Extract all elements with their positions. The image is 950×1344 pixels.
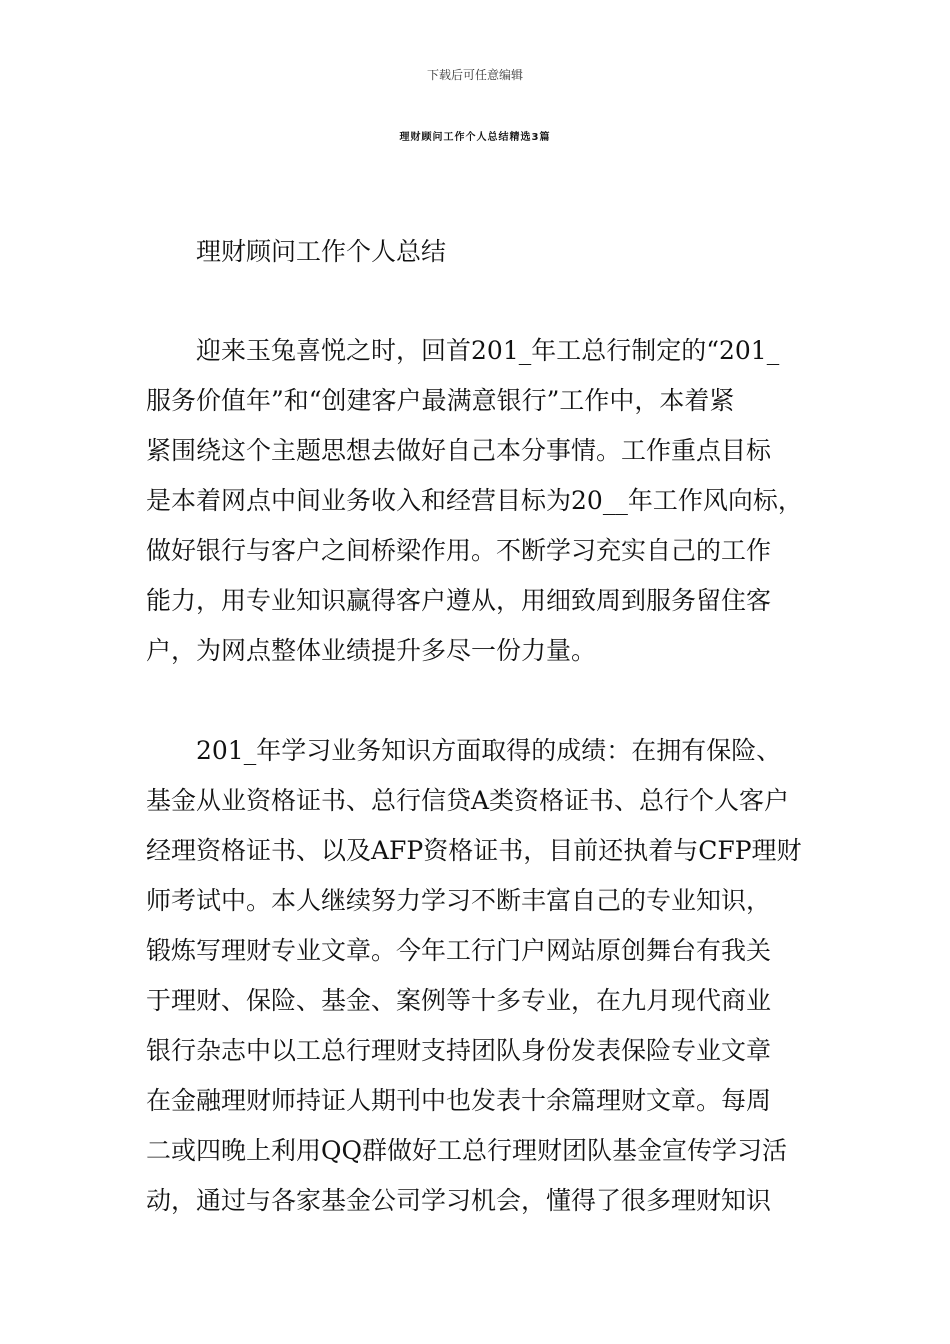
paragraph-1-line: 服务价值年”和“创建客户最满意银行”工作中，本着紧 bbox=[146, 386, 735, 415]
paragraph-2-line: 201_年学习业务知识方面取得的成绩：在拥有保险、 bbox=[196, 736, 782, 765]
paragraph-1-line: 是本着网点中间业务收入和经营目标为20__年工作风向标， bbox=[146, 486, 803, 515]
paragraph-2-line: 经理资格证书、以及AFP资格证书，目前还执着与CFP理财 bbox=[146, 836, 802, 865]
paragraph-2-line: 于理财、保险、基金、案例等十多专业，在九月现代商业 bbox=[146, 986, 772, 1015]
paragraph-1-line: 迎来玉兔喜悦之时，回首201_年工总行制定的“201_ bbox=[196, 336, 780, 365]
paragraph-1-line: 紧围绕这个主题思想去做好自己本分事情。工作重点目标 bbox=[146, 436, 772, 465]
paragraph-2-line: 师考试中。本人继续努力学习不断丰富自己的专业知识， bbox=[146, 886, 772, 915]
paragraph-2-line: 二或四晚上利用QQ群做好工总行理财团队基金宣传学习活 bbox=[146, 1136, 787, 1165]
paragraph-1-line: 能力，用专业知识赢得客户遵从，用细致周到服务留住客 bbox=[146, 586, 772, 615]
page-header-note: 下载后可任意编辑 bbox=[426, 68, 523, 82]
paragraph-2-line: 在金融理财师持证人期刊中也发表十余篇理财文章。每周 bbox=[146, 1086, 772, 1115]
document-title: 理财顾问工作个人总结精选3篇 bbox=[399, 132, 551, 143]
paragraph-1-line: 户，为网点整体业绩提升多尽一份力量。 bbox=[146, 636, 597, 665]
section-subtitle: 理财顾问工作个人总结 bbox=[196, 237, 447, 266]
paragraph-2-line: 银行杂志中以工总行理财支持团队身份发表保险专业文章 bbox=[146, 1036, 772, 1065]
paragraph-2-line: 动，通过与各家基金公司学习机会，懂得了很多理财知识 bbox=[146, 1186, 772, 1215]
paragraph-2-line: 基金从业资格证书、总行信贷A类资格证书、总行个人客户 bbox=[146, 786, 790, 815]
paragraph-2-line: 锻炼写理财专业文章。今年工行门户网站原创舞台有我关 bbox=[146, 936, 772, 965]
paragraph-1-line: 做好银行与客户之间桥梁作用。不断学习充实自己的工作 bbox=[146, 536, 772, 565]
